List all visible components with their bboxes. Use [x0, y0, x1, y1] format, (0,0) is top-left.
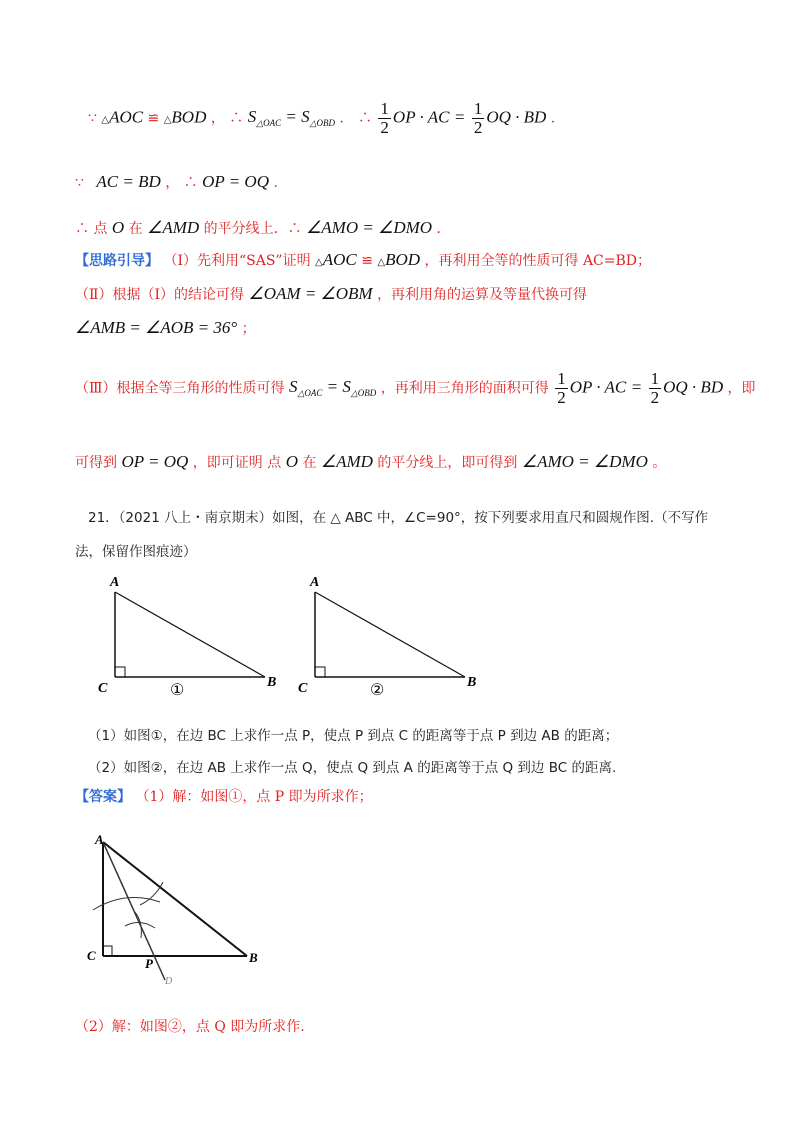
product-oq-bd: OQ · BD — [663, 377, 724, 397]
hint-line-3 — [75, 318, 256, 338]
equals: = — [630, 377, 643, 397]
separator: ． — [339, 110, 354, 127]
hint-line: 【思路引导】 （Ⅰ）先利用“SAS”证明 △AOC ≌ △BOD ，再利用全等的性质可得 AC=BD； — [75, 250, 652, 269]
text: ∴ 点 — [75, 221, 108, 237]
angle-amd: ∠AMD — [320, 452, 373, 471]
therefore-symbol: ∴ — [357, 110, 372, 127]
text: ，即可证明 点 — [192, 455, 282, 471]
equation-amb-aob: ∠AMB = ∠AOB = 36° — [75, 318, 238, 337]
figure-number: ② — [370, 682, 385, 699]
proof-line-3 — [75, 218, 451, 238]
label-a: A — [95, 832, 104, 847]
hint-line-2 — [75, 284, 587, 304]
label-p: P — [145, 956, 153, 971]
figure-1 — [98, 575, 276, 699]
separator: ， — [165, 175, 180, 191]
text: （Ⅲ）根据全等三角形的性质可得 — [75, 380, 285, 397]
separator: ， — [210, 110, 225, 127]
question-21-part-1: （1）如图①，在边 BC 上求作一点 P，使点 P 到点 C 的距离等于点 P 到边 AB 的距离； — [88, 728, 619, 744]
product-op-ac: OP · AC — [392, 107, 450, 127]
figure-2 — [298, 575, 476, 699]
congruent-symbol: ≌ — [361, 253, 373, 269]
area-s: S — [247, 107, 257, 127]
label-c: C — [98, 681, 108, 696]
therefore-symbol: ∴ — [183, 175, 198, 191]
text: ，再利用角的运算及等量代换可得 — [377, 287, 588, 303]
fraction-half: $\frac{1}{2}$ — [380, 99, 389, 137]
fraction-half: $\frac{1}{2}$ — [650, 369, 660, 407]
period: 。 — [652, 455, 667, 471]
equals: = — [453, 107, 466, 127]
semicolon: ； — [241, 321, 256, 337]
text: （Ⅱ）根据（Ⅰ）的结论可得 — [75, 287, 245, 303]
equals: = — [326, 377, 339, 397]
answer-figure — [85, 830, 285, 995]
text: ，再利用三角形的面积可得 — [380, 380, 549, 397]
answer-text: （1）解：如图①，点 P 即为所求作； — [135, 789, 373, 805]
label-a: A — [110, 575, 120, 590]
equation-op-oq: OP = OQ — [202, 172, 269, 191]
point-o: O — [111, 218, 125, 237]
answer-part-2: （2）解：如图②，点 Q 即为所求作. — [75, 1019, 305, 1035]
question-21-line-1: 21．（2021 八上・南京期末）如图，在 △ ABC 中，∠C=90°，按下列要求用直尺和圆规作图.（不写作 — [88, 510, 709, 526]
area-sub-obd: △OBD — [309, 118, 336, 129]
equation-op-oq: OP = OQ — [121, 452, 189, 471]
area-s: S — [288, 377, 298, 397]
text: 在 — [128, 221, 143, 237]
product-op-ac: OP · AC — [569, 377, 627, 397]
question-21-line-2: 法，保留作图痕迹） — [75, 544, 197, 560]
point-o: O — [285, 452, 298, 471]
answer-line — [75, 786, 373, 806]
equation-amo-dmo: ∠AMO = ∠DMO — [521, 452, 648, 471]
equals: = — [285, 107, 297, 127]
period: . — [550, 110, 556, 127]
triangle-bod: BOD — [385, 250, 421, 269]
hint-label: 【思路引导】 — [75, 253, 159, 269]
label-b: B — [267, 675, 277, 690]
hint-line-4 — [75, 370, 756, 407]
fraction-half: $\frac{1}{2}$ — [473, 99, 483, 137]
area-s: S — [301, 107, 310, 127]
text: 的平分线上．∴ — [203, 221, 302, 237]
area-s: S — [342, 377, 351, 397]
answer-label: 【答案】 — [75, 789, 131, 805]
label-d: D — [165, 976, 173, 987]
figure-number: ① — [170, 682, 185, 699]
question-figures — [90, 570, 510, 700]
text: 的平分线上，即可得到 — [377, 455, 518, 471]
triangle-aoc: AOC — [109, 107, 144, 127]
equation-oam-obm: ∠OAM = ∠OBM — [248, 284, 373, 303]
label-b: B — [467, 675, 477, 690]
question-21-part-2: （2）如图②，在边 AB 上求作一点 Q，使点 Q 到点 A 的距离等于点 Q 到边 BC 的距离. — [88, 760, 617, 776]
because-symbol: ∵ — [88, 110, 97, 127]
area-expression — [288, 377, 377, 399]
equation-amo-dmo: ∠AMO = ∠DMO — [306, 218, 433, 237]
label-a: A — [310, 575, 320, 590]
text: 可得到 — [75, 455, 117, 471]
angle-amd: ∠AMD — [147, 218, 200, 237]
label-b: B — [249, 950, 258, 965]
proof-line-1: ∵ △AOC ≌ △BOD ， ∴ $S_{\triangle OAC} = S_{\triangle OBD}$ ． ∴ $\frac{1}{2}$ OP · AC = $\frac{1}{2}$ OQ · BD . — [88, 99, 556, 137]
hint-line-5 — [75, 452, 666, 472]
fraction-half: $\frac{1}{2}$ — [557, 369, 566, 407]
triangle-aoc: AOC — [322, 250, 357, 269]
period: ． — [436, 221, 451, 237]
text: ，再利用全等的性质可得 AC=BD； — [424, 253, 652, 269]
area-sub-obd: △OBD — [350, 388, 377, 399]
text: 在 — [302, 455, 317, 471]
text: （Ⅰ）先利用“SAS”证明 — [163, 253, 311, 269]
area-sub-oac: △OAC — [297, 388, 323, 399]
area-expression — [247, 107, 336, 129]
area-sub-oac: △OAC — [256, 118, 282, 129]
congruent-symbol: ≌ — [147, 110, 160, 127]
triangle-bod: BOD — [171, 107, 207, 127]
product-oq-bd: OQ · BD — [486, 107, 547, 127]
therefore-symbol: ∴ — [229, 110, 244, 127]
because-symbol: ∵ — [75, 175, 84, 191]
label-c: C — [298, 681, 308, 696]
text: ，即 — [727, 380, 756, 397]
period: . — [273, 175, 278, 191]
label-c: C — [87, 948, 96, 963]
equation-ac-bd: AC = BD — [96, 172, 161, 191]
proof-line-2 — [75, 172, 278, 192]
